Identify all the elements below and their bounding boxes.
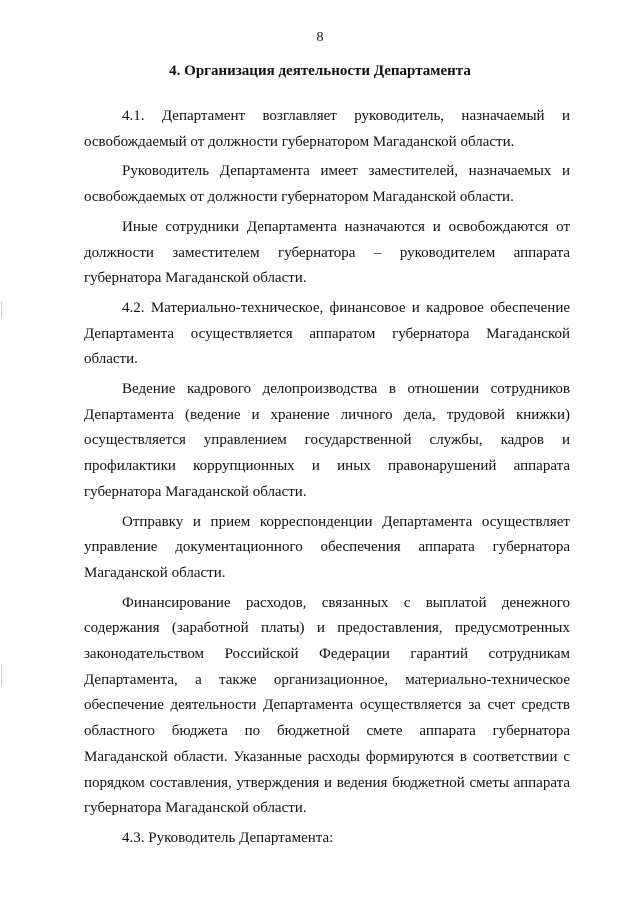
paragraph-4-2: 4.2. Материально-техническое, финансовое и кадровое обеспечение Департамента осуществляется аппаратом губернатора Магаданской области. (84, 299, 570, 368)
paragraph-4-1: 4.1. Департамент возглавляет руководитель, назначаемый и освобождаемый от должности губернатором Магаданской области. (84, 108, 570, 150)
body-text (84, 104, 570, 852)
page-number: 8 (316, 30, 324, 45)
paragraph-4-3: 4.3. Руководитель Департамента: (122, 829, 334, 846)
scan-edge-mark (1, 302, 2, 318)
paragraph-correspondence: Отправку и прием корреспонденции Департамента осуществляет управление документационного обеспечения аппарата губернатора Магаданской области. (84, 513, 570, 581)
section-heading: 4. Организация деятельности Департамента (169, 63, 471, 79)
scan-edge-mark (1, 664, 2, 686)
paragraph-deputies: Руководитель Департамента имеет заместителей, назначаемых и освобождаемых от должности губернатором Магаданской области. (84, 163, 570, 206)
paragraph-financing: Финансирование расходов, связанных с выплатой денежного содержания (заработной платы) и предоставления, предусмотренных законодательством Российской Федерации гарантий сотрудникам Департамента, а также организационное, материально-техническое обеспечение деятельности Департамента осуществляется за счет средств областного бюджета по бюджетной смете аппарата губернатора Магаданской области. Указанные расходы формируются в соответствии с порядком составления, утверждения и ведения бюджетной сметы аппарата губернатора Магаданской области. (84, 594, 570, 817)
paragraph-personnel-records: Ведение кадрового делопроизводства в отношении сотрудников Департамента (ведение и хранение личного дела, трудовой книжки) осуществляется управлением государственной службы, кадров и профилактики коррупционных и иных правонарушений аппарата губернатора Магаданской области. (84, 381, 570, 500)
paragraph-other-staff: Иные сотрудники Департамента назначаются и освобождаются от должности заместителем губернатора – руководителем аппарата губернатора Магаданской области. (84, 218, 570, 287)
